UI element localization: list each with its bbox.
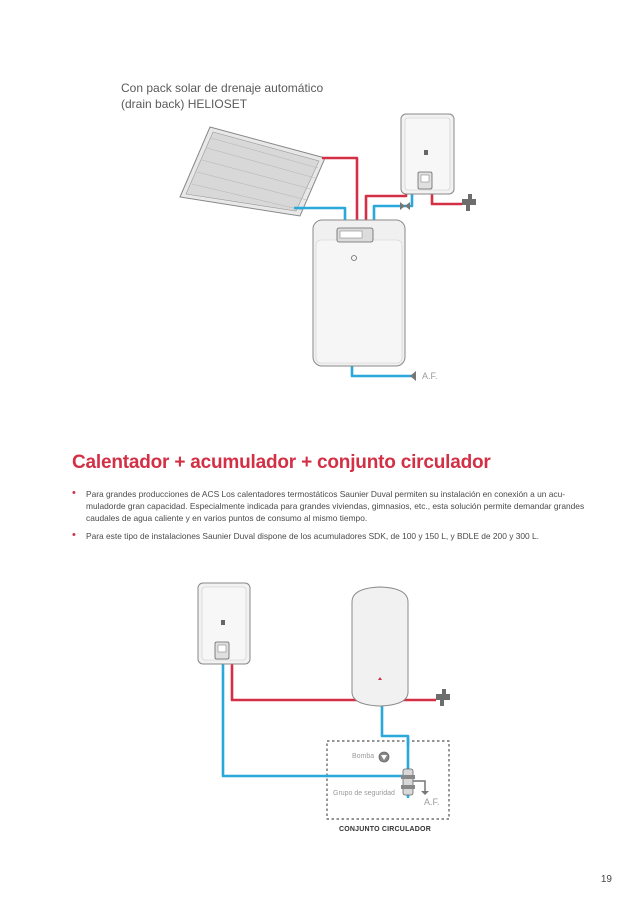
section-title: Calentador + acumulador + conjunto circulador [72, 452, 491, 473]
solar-collector-panel [180, 127, 325, 216]
conjunto-circulador-label: CONJUNTO CIRCULADOR [339, 826, 431, 833]
hot-pipe-tank-to-boiler [366, 150, 406, 226]
bottom-boiler-unit [198, 583, 250, 664]
caption-line-2: (drain back) HELIOSET [121, 97, 248, 111]
top-tap-icon [462, 194, 476, 211]
security-group-icon [401, 769, 429, 795]
top-af-label: A.F. [422, 371, 438, 381]
caption-line-1: Con pack solar de drenaje automático [121, 81, 324, 95]
top-valve-icon [400, 202, 410, 210]
hot-pipe-collector-top [322, 158, 357, 226]
bullet-item: • Para grandes producciones de ACS Los calentadores termostáticos Saunier Duval permiten su instalación en conexión a un acu-muladorde gran capacidad. Especialmente indicada para grandes viviendas, gimnasios, etc., esta solución permite demandar grandes caudales de agua caliente y en varios puntos de consumo al mismo tiempo. [72, 488, 592, 524]
bomba-label: Bomba [352, 753, 375, 760]
top-af-arrow-icon [410, 371, 416, 381]
bottom-tap-icon [436, 689, 450, 706]
bottom-af-label: A.F. [424, 797, 440, 807]
cold-pipe-tank-return [382, 704, 408, 746]
grupo-seguridad-label: Grupo de seguridad [333, 790, 395, 797]
storage-cylinder-tank [352, 587, 408, 706]
solar-storage-tank [313, 220, 405, 366]
pump-icon [379, 752, 389, 762]
page-number: 19 [600, 874, 612, 885]
bullet-item: • Para este tipo de instalaciones Saunier Duval dispone de los acumuladores SDK, de 100 y 150 L, y BDLE de 200 y 300 L. [72, 530, 592, 542]
top-boiler-unit [401, 114, 454, 194]
conjunto-circulador-box [327, 741, 449, 819]
bullet-list [72, 488, 592, 548]
